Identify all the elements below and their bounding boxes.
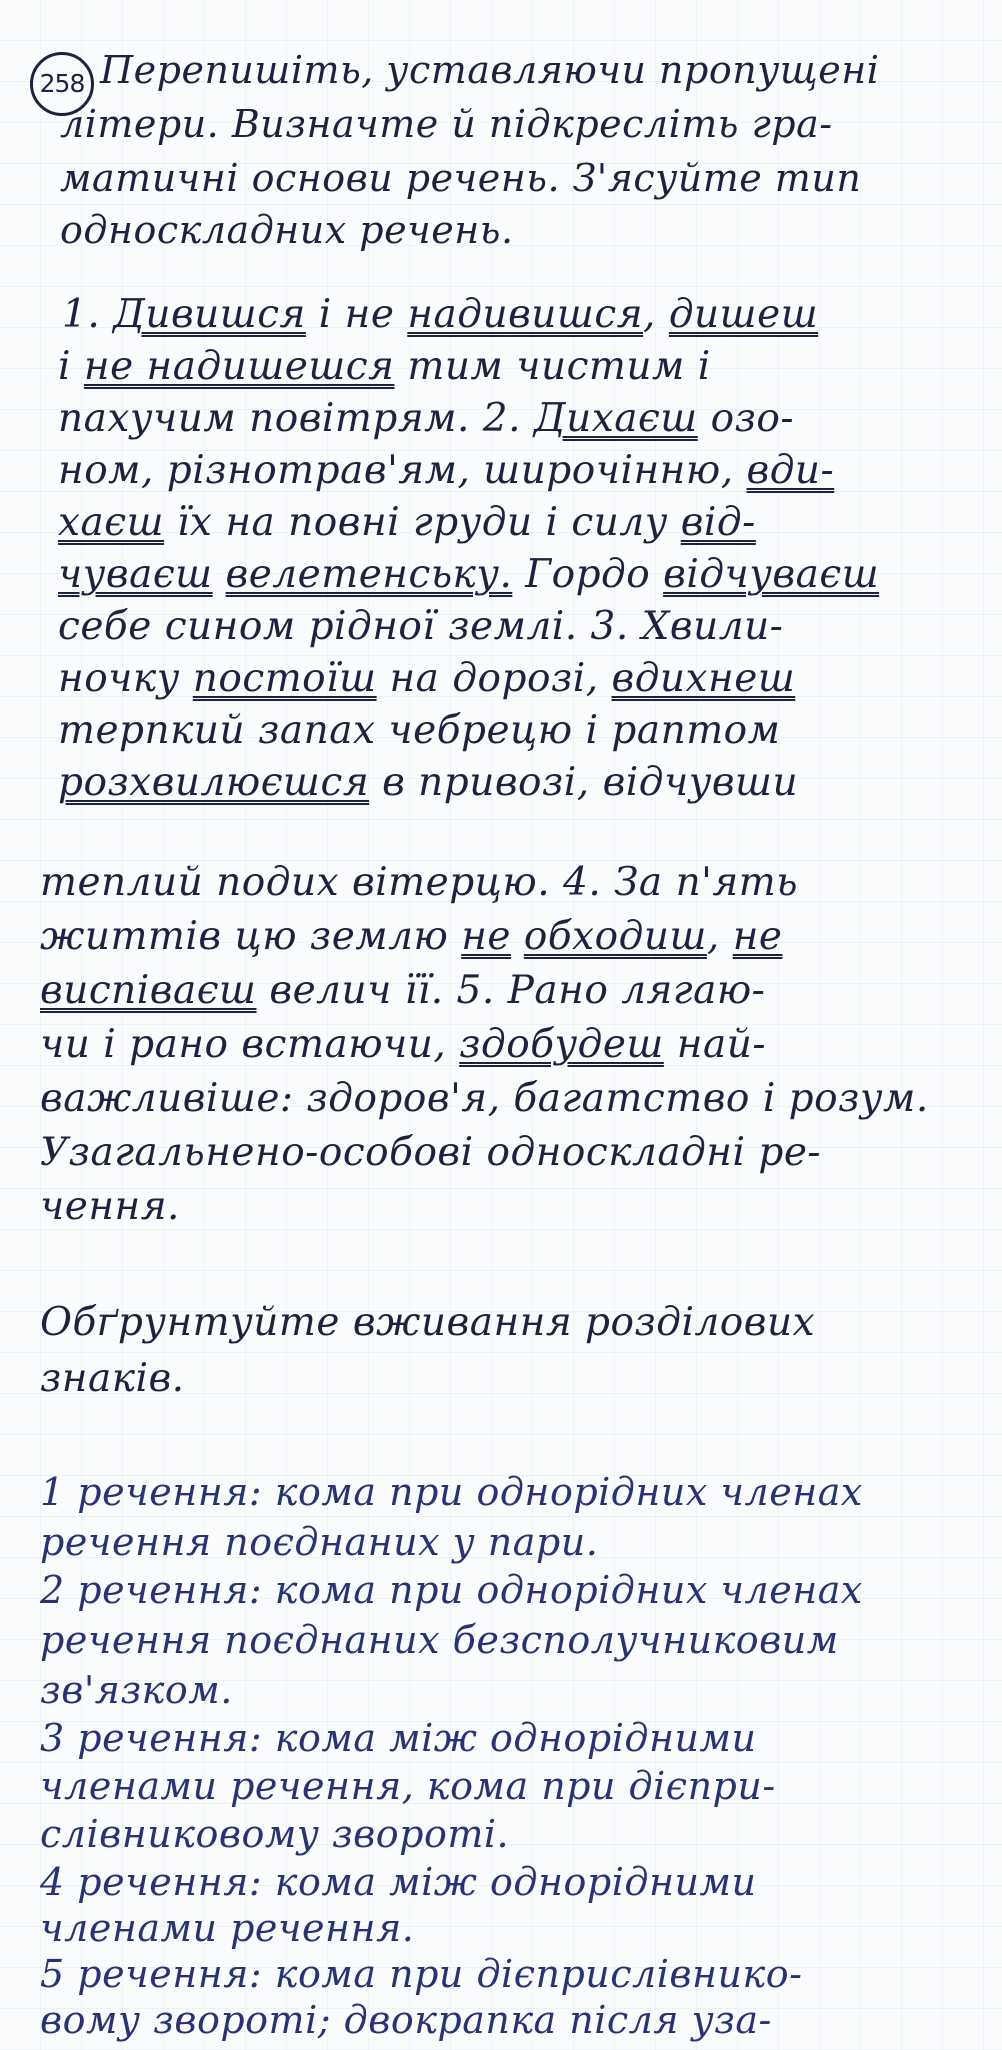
task-line: Перепишіть, уставляючи пропущені bbox=[100, 48, 880, 92]
explain-line: 1 речення: кома при однорідних членах bbox=[40, 1470, 863, 1514]
answer-line: чення. bbox=[40, 1184, 180, 1229]
answer-line: Узагальнено-особові односкладні ре- bbox=[40, 1130, 822, 1175]
answer-line: 1. Дивишся і не надивишся, дишеш bbox=[62, 292, 819, 337]
explain-line: членами речення. bbox=[40, 1906, 415, 1950]
answer-line: ночку постоїш на дорозі, вдихнеш bbox=[58, 656, 796, 701]
explain-heading-line: знаків. bbox=[40, 1356, 185, 1401]
explain-heading-line: Обґрунтуйте вживання розділових bbox=[40, 1300, 816, 1345]
explain-line: 2 речення: кома при однорідних членах bbox=[40, 1568, 863, 1612]
explain-line: вому звороті; двокрапка після уза- bbox=[40, 1998, 772, 2042]
explain-line: 4 речення: кома між однорідними bbox=[40, 1860, 757, 1904]
answer-line: важливіше: здоров'я, багатство і розум. bbox=[40, 1076, 929, 1121]
exercise-number-badge: 258 bbox=[30, 52, 94, 116]
explain-line: 3 речення: кома між однорідними bbox=[40, 1716, 757, 1760]
explain-line: речення поєднаних безсполучниковим bbox=[40, 1618, 839, 1662]
answer-line: розхвилюєшся в привозі, відчувши bbox=[58, 760, 799, 805]
task-line: односкладних речень. bbox=[60, 208, 514, 252]
explain-line: слівниковому звороті. bbox=[40, 1812, 510, 1856]
answer-line: терпкий запах чебрецю і раптом bbox=[58, 708, 781, 753]
answer-line: життів цю землю не обходиш, не bbox=[40, 914, 783, 959]
explain-line: речення поєднаних у пари. bbox=[40, 1520, 599, 1564]
answer-line: і не надишешся тим чистим і bbox=[58, 344, 711, 389]
answer-line: себе сином рідної землі. 3. Хвили- bbox=[58, 604, 784, 649]
answer-line: хаєш їх на повні груди і силу від- bbox=[58, 500, 756, 545]
answer-line: теплий подих вітерцю. 4. За п'ять bbox=[40, 860, 798, 905]
explain-line: членами речення, кома при дієпри- bbox=[40, 1764, 776, 1808]
explain-line: 5 речення: кома при дієприслівнико- bbox=[40, 1952, 803, 1996]
explain-line: зв'язком. bbox=[40, 1668, 233, 1712]
answer-line: чуваєш велетенську. Гордо відчуваєш bbox=[58, 552, 880, 597]
answer-line: ном, різнотрав'ям, широчінню, вди- bbox=[58, 448, 835, 493]
answer-line: пахучим повітрям. 2. Дихаєш озо- bbox=[58, 396, 795, 441]
task-line: матичні основи речень. З'ясуйте тип bbox=[60, 156, 862, 200]
task-line: літери. Визначте й підкресліть гра- bbox=[60, 102, 833, 146]
answer-line: виспіваєш велич її. 5. Рано лягаю- bbox=[40, 968, 766, 1013]
answer-line: чи і рано встаючи, здобудеш най- bbox=[40, 1022, 767, 1067]
